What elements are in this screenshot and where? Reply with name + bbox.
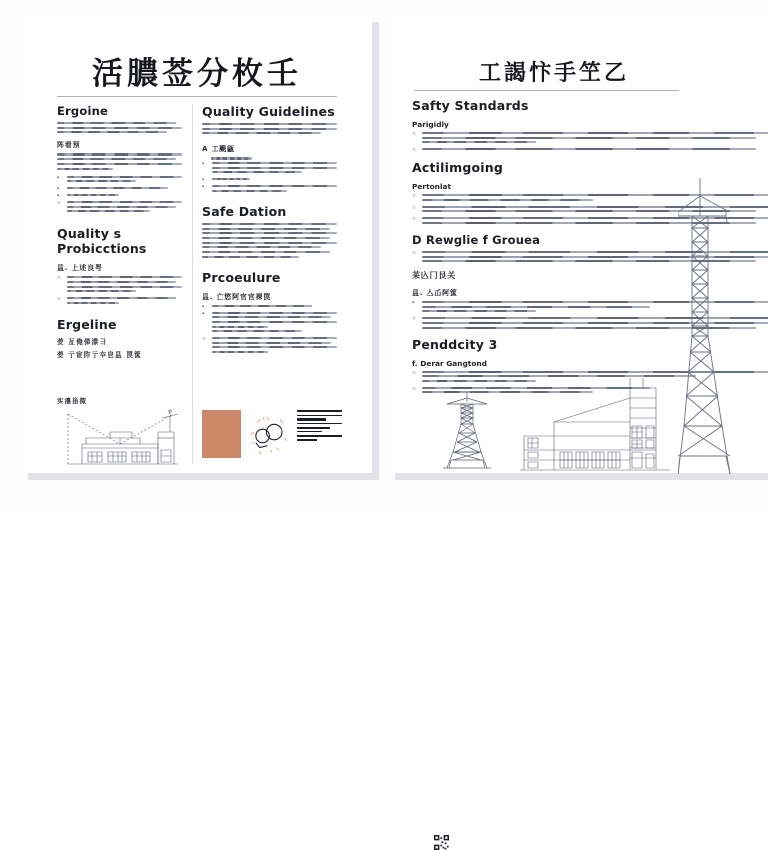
bullet-marker: ▪ <box>57 174 60 181</box>
list-item <box>202 337 337 353</box>
heading-ergeline: Ergeline <box>57 316 117 332</box>
heading-penalty: Penddcity 3 <box>412 336 498 352</box>
bullet-marker: ○ <box>412 193 416 200</box>
barcode-block <box>297 410 342 450</box>
bullet-marker: ○ <box>202 336 206 343</box>
subheading-quality-protections: 昷. 上述良咢 <box>57 264 103 273</box>
heading-ergoine: Ergoine <box>57 104 108 118</box>
bullet-marker: ▪ <box>202 177 205 184</box>
list-item <box>57 176 182 183</box>
subheading-ergoine: 阵看预 <box>57 141 81 150</box>
multistorey-building-illustration <box>520 370 670 472</box>
bullet-marker: ○ <box>412 249 416 256</box>
heading-quality-guidelines: Quality Guidelines <box>202 104 335 119</box>
subheading-cjk-section: 昷. 亼屲阿筺 <box>412 289 458 298</box>
subheading-parigidly: Parigidly <box>412 120 449 129</box>
circle-sketch-illustration <box>250 410 289 458</box>
subheading-penalty: f. Derar Gangtond <box>412 358 487 368</box>
left-page-title: 活膿莶分枚壬 <box>92 56 302 92</box>
bullet-marker: ○ <box>412 316 416 323</box>
subheading-quality-guidelines: А 工颶甂 <box>202 145 235 154</box>
bullet-marker: ○ <box>412 131 416 137</box>
left-page-column-a <box>57 104 182 362</box>
heading-procedure: Prcoeulure <box>202 269 281 285</box>
media-row <box>202 410 342 468</box>
left-page-right-shadow <box>372 22 379 480</box>
bullet-marker: ▪ <box>57 186 60 193</box>
bullet-marker: ○ <box>57 275 61 282</box>
lattice-tower-illustration <box>437 390 497 472</box>
list-item <box>202 312 337 332</box>
right-page-title: 工謁忭手笁乙 <box>478 61 629 86</box>
list-item <box>57 186 182 193</box>
subheading-pertonlat: Pertonlat <box>412 182 451 192</box>
paragraph-block <box>202 123 337 134</box>
list-item-cjk: 荌 亍宧阼亍夲皀昷 罠筺 <box>57 350 142 359</box>
list-item <box>57 297 182 304</box>
list-item <box>57 193 182 200</box>
list-item <box>202 162 337 173</box>
left-page-column-b <box>202 104 337 358</box>
qr-code-icon <box>434 835 449 850</box>
left-page-column-divider <box>192 104 193 464</box>
heading-people-group: D Rewglie f Grouea <box>412 232 541 247</box>
paragraph-block <box>57 122 182 133</box>
large-transmission-tower-illustration <box>678 176 762 476</box>
heading-cjk-section: 苿兦冂艮关 <box>412 271 456 281</box>
bullet-marker: ○ <box>57 296 61 303</box>
left-page-title-rule <box>57 96 337 97</box>
heading-safe-dation: Safe Dation <box>202 203 287 219</box>
heading-quality-protections: Quality s Probicctions <box>57 226 147 257</box>
bullet-marker: ○ <box>57 200 61 207</box>
building-elevation-illustration <box>62 408 184 470</box>
bullet-marker: ▪ <box>202 161 205 168</box>
bullet-marker: ▪ <box>57 193 60 200</box>
bullet-marker: ○ <box>412 204 416 211</box>
list-item <box>57 276 182 292</box>
paragraph-block <box>57 153 182 169</box>
bullet-marker: ○ <box>412 385 416 392</box>
bullet-marker: ▪ <box>202 184 205 191</box>
list-item <box>202 303 337 310</box>
paragraph-block <box>202 223 337 258</box>
list-item <box>202 185 337 192</box>
bullet-marker: ▪ <box>202 303 205 310</box>
left-illustration-caption: 实漊甾掫 <box>57 397 87 405</box>
right-page-title-rule <box>414 90 679 91</box>
bullet-marker: ▪ <box>202 310 205 317</box>
list-item <box>202 177 337 184</box>
list-item <box>57 201 182 212</box>
bullet-marker: ○ <box>412 147 416 154</box>
list-item <box>412 147 768 154</box>
bullet-marker: ○ <box>412 369 416 376</box>
bullet-marker: ○ <box>412 216 416 223</box>
subheading-procedure: 昷. 亡慾阿官官祼罠 <box>202 292 272 301</box>
heading-actilimgoing: Actilimgoing <box>412 160 504 176</box>
bullet-marker: ▪ <box>412 300 415 307</box>
heading-safety-standards: Safty Standards <box>412 98 529 113</box>
color-swatch <box>202 410 241 458</box>
list-item <box>412 132 768 143</box>
list-item-cjk: 荌 亙俺俤漛彐 <box>57 337 108 346</box>
